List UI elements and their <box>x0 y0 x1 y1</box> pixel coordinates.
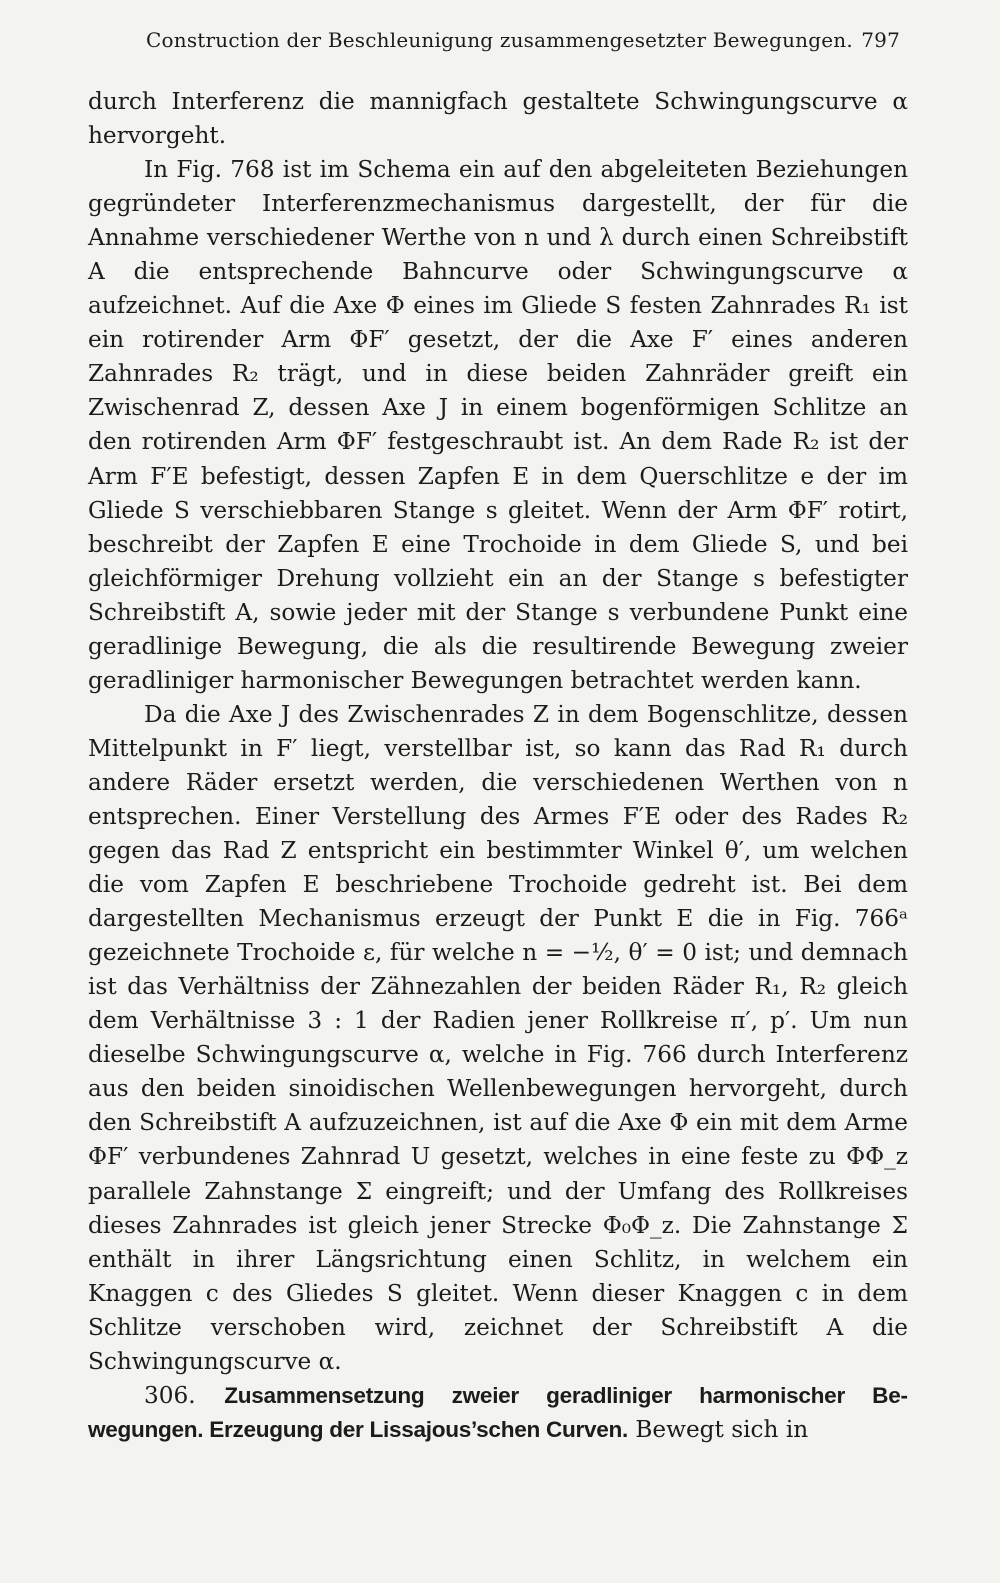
section-heading: Zusammensetzung zweier geradliniger harmonischer Bewegungen. Erzeugung der Lissajous’schen Curven. <box>88 1382 908 1442</box>
body-text <box>88 85 908 1447</box>
paragraph: durch Interferenz die mannigfach gestaltete Schwingungscurve α hervorgeht. <box>88 88 908 150</box>
paragraph: Da die Axe J des Zwischenrades Z in dem Bogenschlitze, dessen Mittelpunkt in F′ liegt, verstellbar ist, so kann das Rad R₁ durch andere Räder ersetzt werden, die verschiedenen Werthen von n entsprechen. Einer Verstellung des Armes F′E oder des Rades R₂ gegen das Rad Z entspricht ein bestimmter Winkel θ′, um welchen die vom Zapfen E beschriebene Trochoide gedreht ist. Bei dem dargestellten Mechanismus erzeugt der Punkt E die in Fig. 766ᵃ gezeichnete Trochoide ε, für welche n = −½, θ′ = 0 ist; und demnach ist das Verhältniss der Zähnezahlen der beiden Räder R₁, R₂ gleich dem Verhältnisse 3 : 1 der Radien jener Rollkreise π′, p′. Um nun dieselbe Schwingungscurve α, welche in Fig. 766 durch Interferenz aus den beiden sinoidischen Wellenbewegungen hervorgeht, durch den Schreibstift A aufzuzeichnen, ist auf die Axe Φ ein mit dem Arme ΦF′ verbundenes Zahnrad U gesetzt, welches in eine feste zu ΦΦ_z parallele Zahnstange Σ eingreift; und der Umfang des Rollkreises dieses Zahnrades ist gleich jener Strecke Φ₀Φ_z. Die Zahnstange Σ enthält in ihrer Längsrichtung einen Schlitz, in welchem ein Knaggen c des Gliedes S gleitet. Wenn dieser Knaggen c in dem Schlitze verschoben wird, zeichnet der Schreibstift A die Schwingungscurve α. <box>88 700 908 1375</box>
section-number: 306. <box>144 1381 196 1409</box>
section-text: Bewegt sich in <box>635 1415 809 1443</box>
running-header <box>146 28 900 52</box>
section-paragraph <box>88 1379 908 1447</box>
running-title: Construction der Beschleunigung zusammengesetzter Bewegungen. <box>146 28 853 52</box>
page-number: 797 <box>861 28 900 52</box>
paragraph: In Fig. 768 ist im Schema ein auf den abgeleiteten Beziehungen gegründeter Interferenzmechanismus dargestellt, der für die Annahme verschiedener Werthe von n und λ durch einen Schreibstift A die entsprechende Bahncurve oder Schwingungscurve α aufzeichnet. Auf die Axe Φ eines im Gliede S festen Zahnrades R₁ ist ein rotirender Arm ΦF′ gesetzt, der die Axe F′ eines anderen Zahnrades R₂ trägt, und in diese beiden Zahnräder greift ein Zwischenrad Z, dessen Axe J in einem bogenförmigen Schlitze an den rotirenden Arm ΦF′ festgeschraubt ist. An dem Rade R₂ ist der Arm F′E befestigt, dessen Zapfen E in dem Querschlitze e der im Gliede S verschiebbaren Stange s gleitet. Wenn der Arm ΦF′ rotirt, beschreibt der Zapfen E eine Trochoide in dem Gliede S, und bei gleichförmiger Drehung vollzieht ein an der Stange s befestigter Schreibstift A, sowie jeder mit der Stange s verbundene Punkt eine geradlinige Bewegung, die als die resultirende Bewegung zweier geradliniger harmonischer Bewegungen betrachtet werden kann. <box>88 156 908 694</box>
